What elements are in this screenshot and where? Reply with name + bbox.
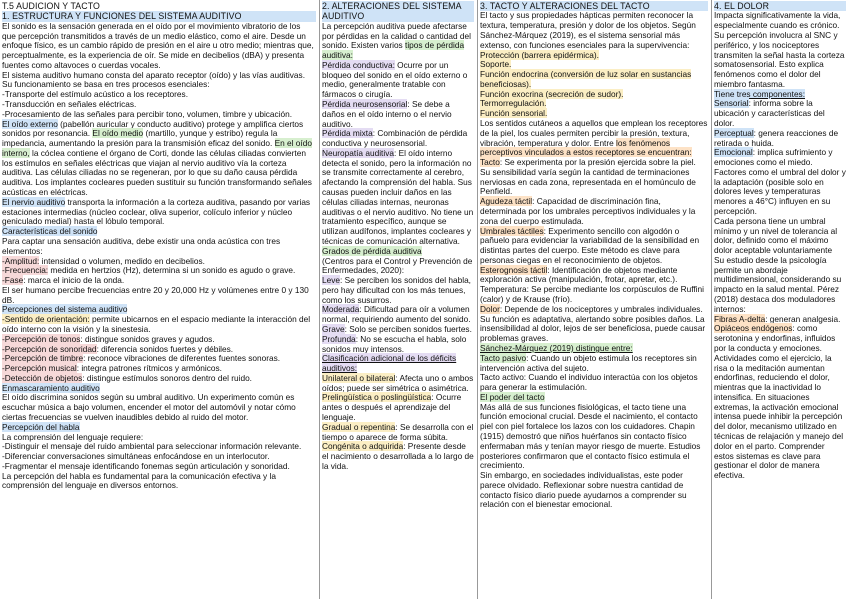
list-item xyxy=(714,148,846,168)
text: permite ubicarnos en el espacio mediante la interacción del oído interno con la visión y la sinestesia. xyxy=(2,314,311,334)
subheading-text: Características del sonido xyxy=(2,226,98,237)
list-item xyxy=(480,70,708,90)
term: los fenómenos perceptivos vinculados a estos receptores se encuentran: xyxy=(480,137,692,158)
term: Unilateral o bilateral xyxy=(322,372,396,383)
term: Emocional xyxy=(714,147,753,158)
text: : Se experimenta por la presión ejercida sobre la piel. Su sensibilidad varía según la cantidad de terminaciones nerviosas en cada zona, representada en el homúnculo de Penfield. xyxy=(480,157,696,197)
text: : informa sobre la ubicación y características del dolor. xyxy=(714,98,825,128)
term: Grave xyxy=(322,323,345,334)
text: : integra patrones rítmicos y armónicos. xyxy=(76,363,222,374)
paragraph: El sistema auditivo humano consta del aparato receptor (oído) y las vías auditivas. Su funcionamiento se basa en tres procesos esenciales: xyxy=(2,69,305,90)
text: (pabellón auricular y conducto auditivo) protege y amplifica ciertos sonidos por resonancia. xyxy=(2,118,304,139)
paragraph xyxy=(480,119,708,158)
text: : marca el inicio de la onda. xyxy=(23,275,125,286)
text: : Cuando un objeto estimula los receptores sin intervención activa del sujeto. xyxy=(480,352,697,373)
section-title-1: 1. ESTRUCTURA Y FUNCIONES DEL SISTEMA AUDITIVO xyxy=(2,11,316,21)
column-auditory-disorders xyxy=(319,0,476,599)
term: Pérdida mixta xyxy=(322,128,373,139)
text: : distingue sonidos graves y agudos. xyxy=(80,333,215,344)
text: : Se perciben los sonidos del habla, pero hay dificultad con los más tenues, como los susurros. xyxy=(322,275,471,305)
text: la cóclea contiene el órgano de Corti, donde las células ciliadas convierten los estímulos en señales eléctricas que viajan al nervio auditivo vía la corteza auditiva. Las células ciliadas no se regeneran, por lo que su daño causa pérdida auditiva. Los implantes cocleares pueden sustituir su función transformando señales acústicas en eléctricas. xyxy=(2,147,312,198)
term: Gradual o repentina xyxy=(322,421,396,432)
term: Pérdida conductiva: xyxy=(322,59,395,70)
list-item xyxy=(480,354,708,374)
subheading-text: Enmascaramiento auditivo xyxy=(2,382,100,393)
paragraph xyxy=(322,22,474,61)
paragraph: Impacta significativamente la vida, especialmente cuando es crónico. Su percepción involucra al SNC y periférico, y los nociceptores transmiten la señal hasta la corteza somatosensorial. Esto explica fenómenos como el dolor del miembro fantasma. xyxy=(714,10,845,89)
list-item xyxy=(480,305,708,344)
term: tipos de pérdida auditiva: xyxy=(322,40,465,61)
paragraph: La percepción del habla es fundamental para la comunicación efectiva y la comprensión del lenguaje en diversos entornos. xyxy=(2,470,276,491)
text: : implica sufrimiento y emociones como el miedo. xyxy=(714,147,833,168)
list-item: -Transporte del estímulo acústico a los receptores. xyxy=(2,89,188,100)
paragraph: El oído discrimina sonidos según su umbral auditivo. Un experimento común es escuchar música a bajo volumen, encender el motor del automóvil y notar cómo ciertas frecuencias se vuelven inaudibles debido al ruido del motor. xyxy=(2,392,296,422)
term: El nervio auditivo xyxy=(2,196,66,207)
list-item: -Fragmentar el mensaje identificando fonemas según articulación y sonoridad. xyxy=(2,460,290,471)
list-item xyxy=(480,51,708,61)
text: : Ocurre antes o después el aprendizaje del lenguaje. xyxy=(322,392,462,422)
term: Neuropatía auditiva xyxy=(322,147,394,158)
term: -Detección de objetos xyxy=(2,372,83,383)
text: intensidad o volumen, medido en decibelios. xyxy=(39,255,205,266)
term: Congénita o adquirida xyxy=(322,441,404,452)
term: El oído externo xyxy=(2,118,58,129)
term: Leve xyxy=(322,275,340,286)
term: El oído medio xyxy=(92,128,144,139)
term: Opiáceos endógenos xyxy=(714,323,793,334)
list-item xyxy=(322,305,474,325)
subheading-text: Sánchez-Márquez (2019) distingue entre: xyxy=(480,342,633,353)
term: Función exocrina (secreción de sudor). xyxy=(480,88,624,99)
text: : Experimento sencillo con algodón o pañuelo para evidenciar la variabilidad de la sensibilidad en distintas partes del cuerpo. Este método es clave para personas ciegas en el reconocimiento de objetos. xyxy=(480,225,700,265)
paragraph: Sin embargo, en sociedades individualistas, este poder parece olvidado. Reflexionar sobre nuestra cantidad de contacto físico diario puede ayudarnos a comprender su relación con el bienestar emocional. xyxy=(480,470,687,510)
term: Tacto xyxy=(480,157,500,168)
paragraph: Cada persona tiene un umbral mínimo y un nivel de tolerancia al dolor, definido como el máximo dolor aceptable voluntariamente xyxy=(714,215,838,256)
text: : Depende de los nociceptores y umbrales individuales. Su función es adaptativa, alertando sobre posibles daños. La insensibilidad al dolor, lejos de ser beneficiosa, puede causar problemas graves. xyxy=(480,303,706,344)
term: Sensorial xyxy=(714,98,749,109)
text: : Se desarrolla con el tiempo o aparece de forma súbita. xyxy=(322,421,474,442)
paragraph: Factores como el umbral del dolor y la adaptación (posible solo en dolores leves y temperaturas menores a 46°C) influyen en su percepción. xyxy=(714,166,846,216)
term: Fibras A-delta xyxy=(714,313,766,324)
text: : Presente desde el nacimiento o desarrollada a lo largo de la vida. xyxy=(322,441,474,471)
text: Los sentidos cutáneos a aquellos que emplean los receptores de la piel, los cuales permiten percibir la presión, textura, vibración, temperatura y dolor. Entre xyxy=(480,117,708,148)
list-item xyxy=(2,315,316,335)
term: Esterognosis táctil xyxy=(480,264,548,275)
list-item xyxy=(322,335,474,355)
subheading-text: Percepciones del sistema auditivo xyxy=(2,304,128,315)
text: : Dificultad para oír a volumen normal, requiriendo aumento del sonido. xyxy=(322,304,471,325)
paragraph: (Centros para el Control y Prevención de Enfermedades, 2020): xyxy=(322,255,473,276)
term: Termorregulación. xyxy=(480,98,547,109)
list-item xyxy=(480,197,708,226)
text: transporta la información a la corteza auditiva, pasando por varias estaciones intermedias (núcleo coclear, oliva superior, colículo inferior y núcleo geniculado medial) hasta el lóbulo temporal. xyxy=(2,196,311,227)
term: -Amplitud: xyxy=(2,255,40,266)
list-item xyxy=(322,129,474,149)
list-item xyxy=(714,99,846,128)
list-item xyxy=(322,276,474,305)
list-item xyxy=(322,393,474,422)
term: En el oído interno, xyxy=(2,138,312,158)
paragraph: Más allá de sus funciones fisiológicas, el tacto tiene una función emocional crucial. Desde el nacimiento, el contacto piel con piel fortalece los lazos con los cuidadores. Chapin (1915) demostró que niños huérfanos sin contacto físico enfermaban más y tenían mayor riesgo de muerte. Estudios posteriores confirmaron que el contacto físico estimula el crecimiento. xyxy=(480,401,701,471)
list-item xyxy=(480,266,708,286)
list-item: Temperatura: Se percibe mediante los corpúsculos de Ruffini (calor) y de Krause (frío). xyxy=(480,284,704,305)
paragraph: La comprensión del lenguaje requiere: xyxy=(2,431,144,442)
subheading-text: El poder del tacto xyxy=(480,391,545,402)
list-item xyxy=(322,100,474,129)
subheading-text: Grados de pérdida auditiva xyxy=(322,245,422,256)
column-touch xyxy=(477,0,710,599)
term: Umbrales táctiles xyxy=(480,225,544,236)
term: Prelingüística o poslingüística xyxy=(322,392,432,403)
list-item xyxy=(322,423,474,443)
text: : genera reacciones de retirada o huida. xyxy=(714,127,839,148)
term: -Percepción de timbre xyxy=(2,353,84,364)
subheading-text: Clasificación adicional de los déficits auditivos: xyxy=(322,353,457,374)
list-item xyxy=(322,442,474,471)
term: -Frecuencia: xyxy=(2,265,49,276)
paragraph: Su estudio desde la psicología permite un abordaje multidimensional, considerando su impacto en la salud mental. Pérez (2018) destaca dos moduladores internos: xyxy=(714,254,842,314)
list-item: -Transducción en señales eléctricas. xyxy=(2,99,137,109)
term: Profunda xyxy=(322,333,356,344)
subheading-text: Percepción del habla xyxy=(2,421,80,432)
text: medida en hertzios (Hz), determina si un sonido es agudo o grave. xyxy=(48,265,296,276)
text: : como serotonina y endorfinas, influidos por la conducta y emociones. xyxy=(714,323,836,353)
list-item xyxy=(480,158,708,197)
text: : Capacidad de discriminación fina, determinada por los umbrales perceptivos individuales y la zona del cuerpo estimulada. xyxy=(480,196,696,226)
text: (martillo, yunque y estribo) regula la impedancia, aumentando la presión para la transmisión eficaz del sonido. xyxy=(2,128,278,149)
text: : No se escucha el habla, solo sonidos muy intensos. xyxy=(322,333,467,354)
list-item xyxy=(322,149,474,247)
text: : El oído interno detecta el sonido, pero la información no se transmite correctamente al cerebro, afectando la comprensión del habla. Sus causas pueden incluir daños en las células ciliadas internas, neuronas auditivas o el nervio auditivo. No tiene un tratamiento específico, aunque se utilizan audífonos, implantes cocleares y técnicas de comunicación alternativa. xyxy=(322,147,474,246)
text: : Identificación de objetos mediante exploración activa (manipulación, frotar, apretar, etc.). xyxy=(480,264,678,285)
list-item: Tacto activo: Cuando el individuo interactúa con los objetos para generar la estimulación. xyxy=(480,372,698,393)
text: : Se debe a daños en el oído interno o el nervio auditivo. xyxy=(322,99,452,129)
text: : diferencia sonidos fuertes y débiles. xyxy=(96,343,234,354)
column-auditory-system xyxy=(0,0,318,599)
list-item xyxy=(714,129,846,149)
list-item xyxy=(714,324,846,353)
list-item xyxy=(322,374,474,394)
term: Función sensorial. xyxy=(480,108,548,119)
paragraph xyxy=(2,120,316,198)
text: : Combinación de pérdida conductiva y neurosensorial. xyxy=(322,128,468,149)
term: Soporte. xyxy=(480,59,512,70)
subheading xyxy=(322,354,474,374)
term: Agudeza táctil xyxy=(480,196,533,207)
term: -Percepción de sonoridad xyxy=(2,343,97,354)
term: Tacto pasivo xyxy=(480,352,527,363)
subheading-text: Tiene tres componentes: xyxy=(714,88,806,99)
text: : Afecta uno o ambos oídos; puede ser simétrica o asimétrica. xyxy=(322,372,474,393)
term: Función endocrina (conversión de luz solar en sustancias beneficiosas). xyxy=(480,69,692,89)
term: -Percepción musical xyxy=(2,363,77,374)
text: : reconoce vibraciones de diferentes fuentes sonoras. xyxy=(83,353,281,364)
section-title-4: 4. EL DOLOR xyxy=(714,1,846,11)
paragraph: El tacto y sus propiedades hápticas permiten reconocer la textura, temperatura, presión y dolor de los objetos. Según Sánchez-Márquez (2019), es el sistema sensorial más extenso, con funciones esenciales para la supervivencia: xyxy=(480,10,696,50)
text: : Solo se perciben sonidos fuertes. xyxy=(344,323,472,334)
column-pain xyxy=(711,0,848,599)
list-item xyxy=(322,61,474,100)
term: -Fase xyxy=(2,275,24,286)
list-item: -Procesamiento de las señales para percibir tono, volumen, timbre y ubicación. xyxy=(2,108,293,119)
text: Ocurre por un bloqueo del sonido en el oído externo o medio, generalmente tratable con fármacos o cirugía. xyxy=(322,59,468,100)
term: Perceptual xyxy=(714,127,754,138)
paragraph: Actividades como el ejercicio, la risa o la meditación aumentan endorfinas, reduciendo el dolor, mientras que la inactividad lo intensifica. En situaciones extremas, la activación emocional intensa puede inhibir la percepción del dolor, mecanismo utilizado en técnicas de relajación y manejo del dolor en el parto. Comprender estos sistemas es clave para gestionar el dolor de manera efectiva. xyxy=(714,352,844,481)
section-title-2: 2. ALTERACIONES DEL SISTEMA AUDITIVO xyxy=(322,1,474,22)
text: : distingue estímulos sonoros dentro del ruido. xyxy=(82,372,252,383)
text: : generan analgesia. xyxy=(765,313,841,324)
text: La percepción auditiva puede afectarse por pérdidas en la calidad o cantidad del sonido. Existen varios xyxy=(322,20,471,51)
list-item xyxy=(480,227,708,266)
section-title-3: 3. TACTO Y ALTERACIONES DEL TACTO xyxy=(480,1,708,11)
list-item: -Diferenciar conversaciones simultáneas enfocándose en un interlocutor. xyxy=(2,451,270,462)
list-item: -Distinguir el mensaje del ruido ambiental para seleccionar información relevante. xyxy=(2,441,302,452)
sheet-title: T.5 AUDICION Y TACTO xyxy=(2,1,100,11)
term: Protección (barrera epidérmica). xyxy=(480,49,599,60)
term: Moderada xyxy=(322,304,360,315)
paragraph: El ser humano percibe frecuencias entre 20 y 20,000 Hz y volúmenes entre 0 y 130 dB. xyxy=(2,284,309,305)
term: Pérdida neurosensorial xyxy=(322,99,408,109)
paragraph: Para captar una sensación auditiva, debe existir una onda acústica con tres elementos: xyxy=(2,235,281,256)
term: -Percepción de tonos xyxy=(2,333,81,344)
term: -Sentido de orientación: xyxy=(2,314,90,325)
paragraph xyxy=(2,198,316,227)
term: Dolor xyxy=(480,303,500,314)
paragraph: El sonido es la sensación generada en el oído por el movimiento vibratorio de los que percepción transmitidos a través de un medio elástico, como el aire. Desde un enfoque físico, es un cambio rápido de presión en el aire u otro medio; mientras que, perceptualmente, es la experiencia de oír. Se mide en decibelios (dBA) y presenta fuentes como altavoces o cuerdas vocales. xyxy=(2,20,314,70)
